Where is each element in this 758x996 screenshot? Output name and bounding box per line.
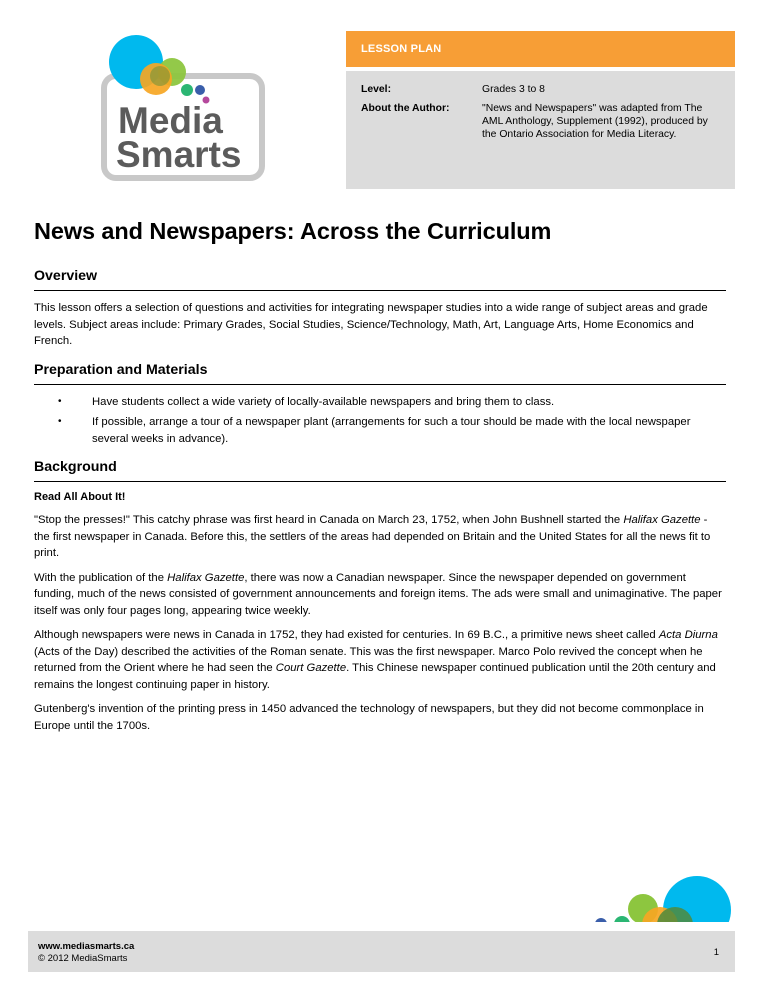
page-footer bbox=[28, 931, 735, 972]
footer-circles-decoration bbox=[585, 862, 735, 932]
list-item bbox=[34, 394, 726, 411]
background-paragraph-3: Although newspapers were news in Canada in 1752, they had existed for centuries. In 69 B.C., a primitive news sheet called Acta Diurna (Acts of the Day) described the activities of the Roman senate. This was the first newspaper. Marco Polo revived the concept when he returned from the Orient where he had seen the Court Gazette. This Chinese newspaper continued publication until the 20th century and remains the longest continuing paper in history. bbox=[34, 629, 718, 691]
logo-text-media: Media bbox=[118, 100, 223, 141]
lesson-info-box bbox=[346, 31, 735, 189]
info-label: About the Author: bbox=[361, 103, 450, 114]
lesson-plan-header: LESSON PLAN bbox=[346, 31, 735, 67]
logo-text-smarts: Smarts bbox=[116, 134, 242, 175]
page-title: News and Newspapers: Across the Curriculum bbox=[34, 218, 552, 244]
mediasmarts-logo bbox=[96, 34, 266, 182]
background-paragraph-1: "Stop the presses!" This catchy phrase was first heard in Canada on March 23, 1752, when John Bushnell started the Halifax Gazette - the first newspaper in Canada. Before this, the settlers of the areas had depended on Britain and the United States for all the news fit to print. bbox=[34, 514, 711, 559]
info-value: Grades 3 to 8 bbox=[482, 84, 545, 95]
list-item-text: If possible, arrange a tour of a newspaper plant (arrangements for such a tour should be made with the local newspaper several weeks in advance). bbox=[92, 416, 691, 445]
bullet-icon: • bbox=[58, 395, 62, 407]
document-content bbox=[34, 268, 726, 742]
section-heading: Background bbox=[34, 459, 726, 482]
section-background bbox=[34, 459, 726, 734]
list-item bbox=[34, 414, 726, 447]
materials-list bbox=[34, 394, 726, 448]
info-row-author bbox=[361, 102, 725, 141]
list-item-text: Have students collect a wide variety of locally-available newspapers and bring them to class. bbox=[92, 395, 555, 408]
footer-copyright: © 2012 MediaSmarts bbox=[38, 953, 128, 964]
info-row-level bbox=[361, 83, 725, 96]
background-paragraph-4: Gutenberg's invention of the printing press in 1450 advanced the technology of newspapers, but they did not become commonplace in Europe until the 1700s. bbox=[34, 703, 704, 732]
section-heading: Preparation and Materials bbox=[34, 362, 726, 385]
info-label: Level: bbox=[361, 84, 392, 95]
sub-heading: Read All About It! bbox=[34, 491, 126, 503]
section-heading: Overview bbox=[34, 268, 726, 291]
footer-website: www.mediasmarts.ca bbox=[38, 941, 135, 952]
section-overview bbox=[34, 268, 726, 350]
overview-text: This lesson offers a selection of questions and activities for integrating newspaper studies into a wide range of subject areas and grade levels. Subject areas include: Primary Grades, Social Studies, Science/Technology, Math, Art, Language Arts, Home Economics and French. bbox=[34, 302, 708, 347]
background-paragraph-2: With the publication of the Halifax Gazette, there was now a Canadian newspaper. Since the newspaper depended on government funding, much of the news consisted of government announcements and foreign items. The ads were small and unimaginative. The paper itself was only four pages long, appearing twice weekly. bbox=[34, 571, 722, 617]
lesson-info-body bbox=[346, 71, 735, 189]
bullet-icon: • bbox=[58, 416, 62, 427]
info-value: "News and Newspapers" was adapted from The AML Anthology, Supplement (1992), produced by the Ontario Association for Media Literacy. bbox=[482, 103, 708, 140]
section-preparation bbox=[34, 362, 726, 448]
page-number: 1 bbox=[713, 947, 719, 958]
